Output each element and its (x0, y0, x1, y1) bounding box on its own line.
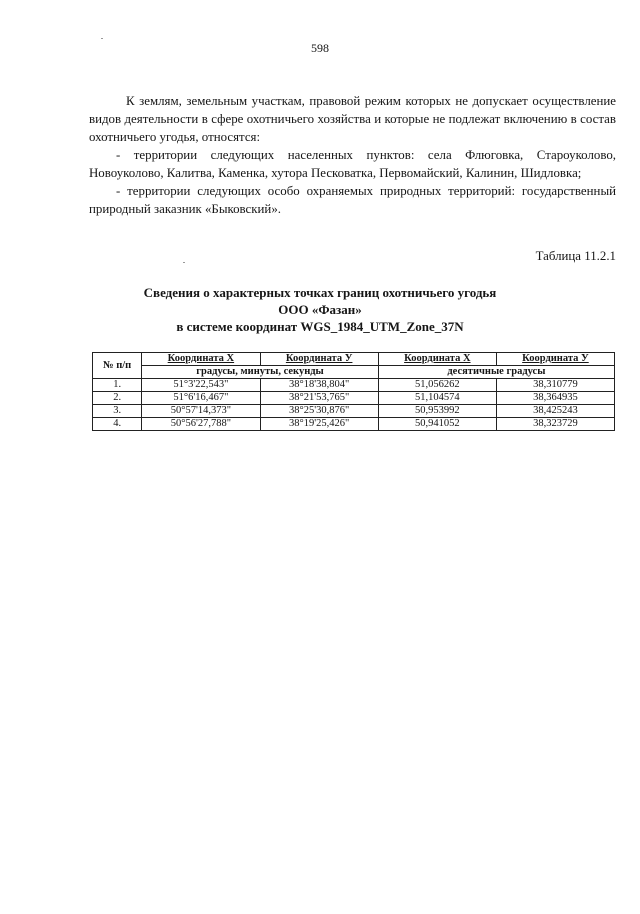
table-row (93, 405, 615, 418)
y-dms-cell: 38°18'38,804" (260, 379, 378, 392)
list-item: - территории следующих населенных пунктов: села Флюговка, Староуколово, Новоуколово, Калитва, Каменка, хутора Песковатка, Первомайский, Калинин, Шидловка; (89, 148, 616, 180)
page-number: 598 (311, 41, 329, 55)
table-caption: Таблица 11.2.1 (535, 249, 616, 263)
x-decimal-cell: 51,104574 (378, 392, 496, 405)
table-unit-row (93, 366, 615, 379)
row-number: 3. (93, 405, 142, 418)
y-decimal-cell: 38,425243 (496, 405, 614, 418)
y-decimal-cell: 38,323729 (496, 418, 614, 431)
column-header: Координата X (378, 353, 496, 366)
unit-dms-header: градусы, минуты, секунды (142, 366, 379, 379)
y-dms-cell: 38°21'53,765" (260, 392, 378, 405)
x-dms-cell: 50°57'14,373" (142, 405, 260, 418)
table-title-line: в системе координат WGS_1984_UTM_Zone_37N (176, 319, 464, 334)
table-row (93, 392, 615, 405)
table-row (93, 418, 615, 431)
x-dms-cell: 51°6'16,467" (142, 392, 260, 405)
body-text (89, 92, 616, 218)
table-header-row (93, 353, 615, 366)
list-item: - территории следующих особо охраняемых природных территорий: государственный природный заказник «Быковский». (89, 184, 616, 216)
row-number: 1. (93, 379, 142, 392)
y-dms-cell: 38°19'25,426" (260, 418, 378, 431)
column-header: Координата X (142, 353, 260, 366)
unit-decimal-header: десятичные градусы (378, 366, 614, 379)
table-title-line: ООО «Фазан» (278, 302, 362, 317)
x-decimal-cell: 51,056262 (378, 379, 496, 392)
y-decimal-cell: 38,310779 (496, 379, 614, 392)
scan-speck (101, 38, 103, 39)
table-title (0, 284, 640, 335)
y-dms-cell: 38°25'30,876" (260, 405, 378, 418)
row-number: 4. (93, 418, 142, 431)
x-dms-cell: 50°56'27,788" (142, 418, 260, 431)
table-row (93, 379, 615, 392)
x-decimal-cell: 50,941052 (378, 418, 496, 431)
y-decimal-cell: 38,364935 (496, 392, 614, 405)
intro-paragraph: К землям, земельным участкам, правовой режим которых не допускает осуществление видов деятельности в сфере охотничьего хозяйства и которые не подлежат включению в состав охотничьего угодья, относятся: (89, 94, 616, 144)
scan-speck (183, 262, 185, 263)
column-header: Координата У (260, 353, 378, 366)
column-header: Координата У (496, 353, 614, 366)
row-number: 2. (93, 392, 142, 405)
coordinates-table (92, 352, 615, 431)
x-decimal-cell: 50,953992 (378, 405, 496, 418)
x-dms-cell: 51°3'22,543" (142, 379, 260, 392)
table-title-line: Сведения о характерных точках границ охотничьего угодья (143, 285, 497, 300)
row-number-header: № п/п (93, 353, 142, 379)
